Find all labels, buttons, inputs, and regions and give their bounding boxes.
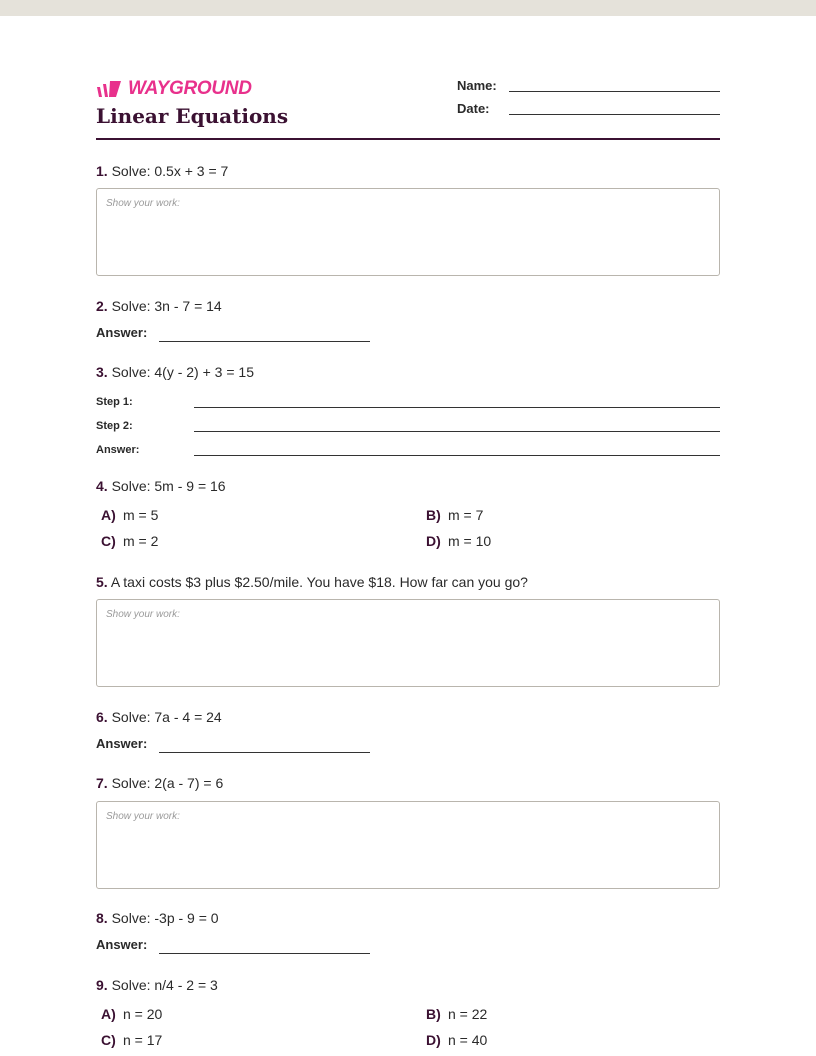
question-text: Solve: 2(a - 7) = 6 xyxy=(111,775,224,791)
work-placeholder: Show your work: xyxy=(106,198,180,209)
step-answer-line[interactable] xyxy=(194,455,720,456)
wayground-logo-icon xyxy=(96,79,122,99)
answer-field-6[interactable] xyxy=(96,736,370,754)
worksheet-title: Linear Equations xyxy=(96,104,289,128)
work-box-1[interactable] xyxy=(96,188,720,276)
question-text: Solve: 5m - 9 = 16 xyxy=(111,478,226,494)
choice-text: m = 7 xyxy=(448,507,484,523)
choice-text: m = 5 xyxy=(123,507,159,523)
answer-line[interactable] xyxy=(159,953,370,954)
answer-field-8[interactable] xyxy=(96,937,370,955)
step-2-field[interactable] xyxy=(96,420,720,436)
question-number: 4. xyxy=(96,478,108,494)
choice-text: n = 40 xyxy=(448,1032,488,1048)
question-text: Solve: 3n - 7 = 14 xyxy=(111,298,222,314)
choice-b[interactable] xyxy=(426,1006,487,1022)
choice-text: n = 22 xyxy=(448,1006,488,1022)
answer-label: Answer: xyxy=(96,325,148,340)
choice-c[interactable] xyxy=(101,533,158,549)
date-line[interactable] xyxy=(509,114,720,115)
choice-letter: C) xyxy=(101,533,116,549)
brand-name: WAYGROUND xyxy=(128,78,252,99)
choice-text: m = 10 xyxy=(448,533,492,549)
brand-logo xyxy=(96,78,252,100)
name-line[interactable] xyxy=(509,91,720,92)
question-text: Solve: -3p - 9 = 0 xyxy=(111,910,219,926)
choice-letter: C) xyxy=(101,1032,116,1048)
choice-letter: A) xyxy=(101,507,116,523)
step-2-label: Step 2: xyxy=(96,420,133,432)
question-text: A taxi costs $3 plus $2.50/mile. You have $18. How far can you go? xyxy=(110,574,528,590)
step-1-label: Step 1: xyxy=(96,396,133,408)
choice-letter: B) xyxy=(426,507,441,523)
choice-letter: D) xyxy=(426,533,441,549)
question-1 xyxy=(96,162,228,180)
step-answer-label: Answer: xyxy=(96,444,140,456)
question-3 xyxy=(96,363,254,381)
answer-label: Answer: xyxy=(96,937,148,952)
question-number: 5. xyxy=(96,574,108,590)
top-bar xyxy=(0,0,816,16)
question-text: Solve: 0.5x + 3 = 7 xyxy=(111,163,229,179)
choice-a[interactable] xyxy=(101,1006,162,1022)
choice-text: m = 2 xyxy=(123,533,159,549)
question-number: 3. xyxy=(96,364,108,380)
step-answer-field[interactable] xyxy=(96,444,720,460)
answer-field-2[interactable] xyxy=(96,325,370,343)
choice-c[interactable] xyxy=(101,1032,162,1048)
question-number: 6. xyxy=(96,709,108,725)
step-2-line[interactable] xyxy=(194,431,720,432)
choice-text: n = 20 xyxy=(123,1006,163,1022)
question-2 xyxy=(96,297,222,315)
choice-letter: A) xyxy=(101,1006,116,1022)
question-9 xyxy=(96,976,218,994)
question-6 xyxy=(96,708,222,726)
choice-text: n = 17 xyxy=(123,1032,163,1048)
question-number: 2. xyxy=(96,298,108,314)
choice-d[interactable] xyxy=(426,533,491,549)
question-4 xyxy=(96,477,226,495)
question-7 xyxy=(96,774,223,792)
answer-line[interactable] xyxy=(159,341,370,342)
question-number: 7. xyxy=(96,775,108,791)
choice-d[interactable] xyxy=(426,1032,487,1048)
step-1-field[interactable] xyxy=(96,396,720,412)
question-number: 9. xyxy=(96,977,108,993)
header-divider xyxy=(96,138,720,140)
step-1-line[interactable] xyxy=(194,407,720,408)
question-text: Solve: n/4 - 2 = 3 xyxy=(111,977,218,993)
name-field[interactable] xyxy=(457,78,720,98)
choice-letter: B) xyxy=(426,1006,441,1022)
question-text: Solve: 4(y - 2) + 3 = 15 xyxy=(111,364,254,380)
question-5 xyxy=(96,573,528,591)
work-box-5[interactable] xyxy=(96,599,720,687)
answer-label: Answer: xyxy=(96,736,148,751)
question-number: 1. xyxy=(96,163,108,179)
question-text: Solve: 7a - 4 = 24 xyxy=(111,709,222,725)
work-placeholder: Show your work: xyxy=(106,609,180,620)
choice-letter: D) xyxy=(426,1032,441,1048)
work-box-7[interactable] xyxy=(96,801,720,889)
choice-a[interactable] xyxy=(101,507,158,523)
date-field[interactable] xyxy=(457,101,720,121)
work-placeholder: Show your work: xyxy=(106,811,180,822)
answer-line[interactable] xyxy=(159,752,370,753)
question-number: 8. xyxy=(96,910,108,926)
question-8 xyxy=(96,909,219,927)
date-label: Date: xyxy=(457,101,490,116)
choice-b[interactable] xyxy=(426,507,483,523)
name-label: Name: xyxy=(457,78,497,93)
